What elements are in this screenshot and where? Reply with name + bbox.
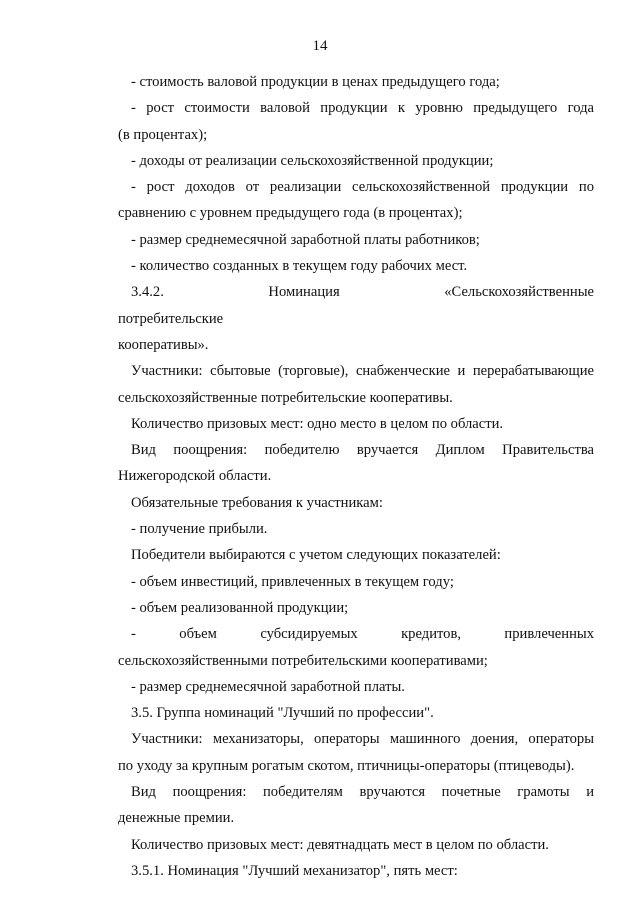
list-item: - объем инвестиций, привлеченных в текущем году;: [131, 573, 454, 590]
paragraph: Участники: сбытовые (торговые), снабженческие и перерабатывающие: [131, 363, 594, 380]
section-heading-continuation: кооперативы».: [118, 336, 209, 353]
list-item: - количество созданных в текущем году рабочих мест.: [131, 258, 468, 275]
paragraph-continuation: сельскохозяйственные потребительские кооперативы.: [118, 389, 453, 406]
page-number: 14: [312, 38, 328, 54]
list-item: - стоимость валовой продукции в ценах предыдущего года;: [131, 74, 500, 90]
list-item-continuation: (в процентах);: [118, 126, 208, 143]
list-item: - рост стоимости валовой продукции к уровню предыдущего года: [131, 100, 594, 117]
paragraph: Количество призовых мест: одно место в целом по области.: [131, 415, 504, 432]
paragraph-continuation: денежные премии.: [118, 810, 235, 827]
paragraph: Вид поощрения: победителю вручается Диплом Правительства: [131, 442, 594, 459]
paragraph: Победители выбираются с учетом следующих показателей:: [131, 547, 501, 564]
page-body: [118, 69, 594, 884]
section-heading: 3.4.2. Номинация «Сельскохозяйственные потребительские: [118, 284, 594, 327]
paragraph-continuation: по уходу за крупным рогатым скотом, птичницы-операторы (птицеводы).: [118, 757, 575, 774]
paragraph: Обязательные требования к участникам:: [131, 494, 383, 511]
list-item-continuation: сравнению с уровнем предыдущего года (в процентах);: [118, 205, 463, 222]
paragraph-continuation: Нижегородской области.: [118, 468, 272, 485]
list-item: - объем реализованной продукции;: [131, 599, 349, 616]
paragraph: Участники: механизаторы, операторы машинного доения, операторы: [131, 731, 594, 748]
list-item: - доходы от реализации сельскохозяйственной продукции;: [131, 152, 494, 169]
section-heading: 3.5. Группа номинаций "Лучший по профессии".: [131, 705, 434, 722]
list-item-continuation: сельскохозяйственными потребительскими кооперативами;: [118, 652, 488, 669]
list-item: - размер среднемесячной заработной платы работников;: [131, 231, 480, 248]
paragraph: Количество призовых мест: девятнадцать мест в целом по области.: [131, 836, 549, 853]
list-item: - получение прибыли.: [131, 521, 268, 538]
list-item: - рост доходов от реализации сельскохозяйственной продукции по: [131, 179, 594, 196]
list-item: - размер среднемесячной заработной платы.: [131, 678, 405, 695]
section-heading: 3.5.1. Номинация "Лучший механизатор", пять мест:: [131, 862, 458, 879]
paragraph: Вид поощрения: победителям вручаются почетные грамоты и: [131, 784, 594, 801]
list-item: - объем субсидируемых кредитов, привлеченных: [131, 626, 594, 643]
